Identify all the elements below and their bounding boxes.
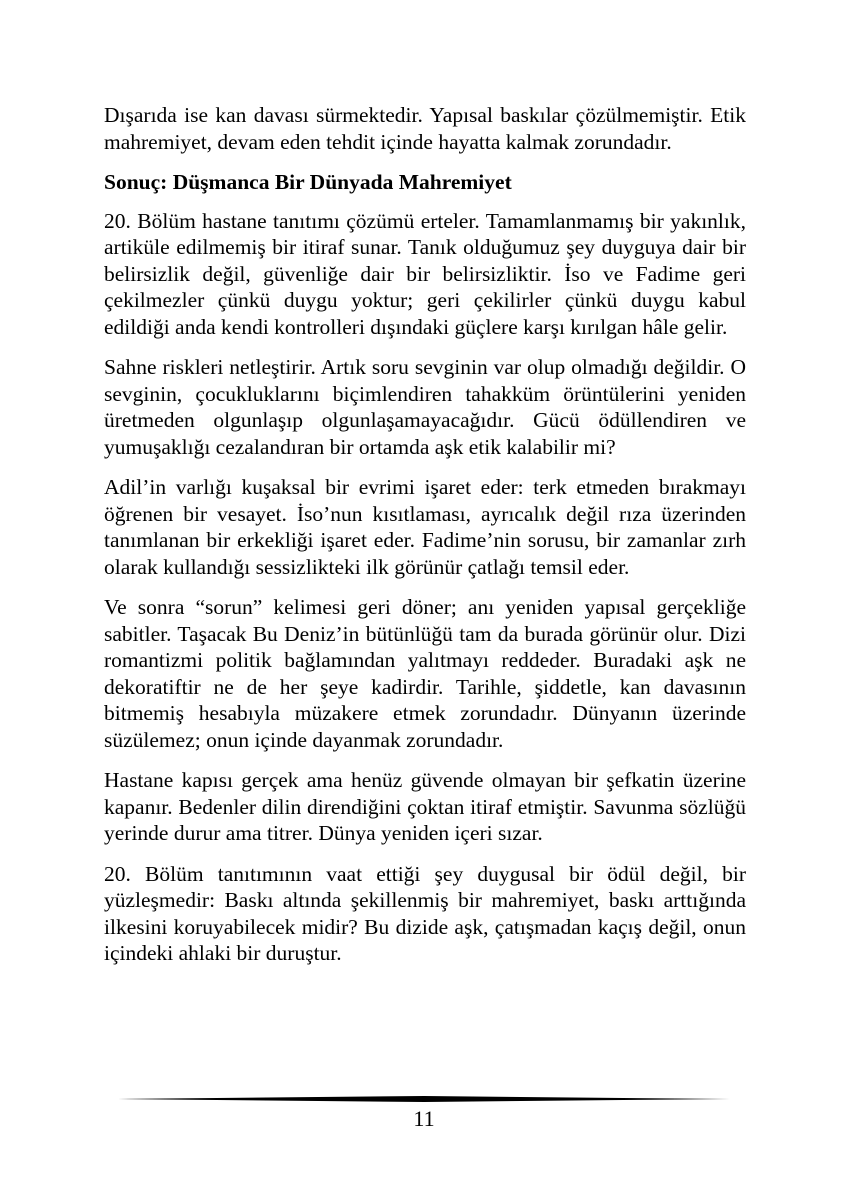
paragraph: Ve sonra “sorun” kelimesi geri döner; anı yeniden yapısal gerçekliğe sabitler. Taşacak Bu Deniz’in bütünlüğü tam da burada görünür olur. Dizi romantizmi politik bağlamından yalıtmayı reddeder. Buradaki aşk ne dekoratiftir ne de her şeye kadirdir. Tarihle, şiddetle, kan davasının bitmemiş hesabıyla müzakere etmek zorundadır. Dünyanın üzerinde süzülemez; onun içinde dayanmak zorundadır. <box>104 595 746 752</box>
section-heading: Sonuç: Düşmanca Bir Dünyada Mahremiyet <box>104 170 512 194</box>
paragraph: 20. Bölüm hastane tanıtımı çözümü erteler. Tamamlanmamış bir yakınlık, artiküle edilmemiş bir itiraf sunar. Tanık olduğumuz şey duyguya dair bir belirsizlik değil, güvenliğe dair bir belirsizliktir. İso ve Fadime geri çekilmezler çünkü duygu yoktur; geri çekilirler çünkü duygu kabul edildiği anda kendi kontrolleri dışındaki güçlere karşı kırılgan hâle gelir. <box>104 208 746 339</box>
paragraph: 20. Bölüm tanıtımının vaat ettiği şey duygusal bir ödül değil, bir yüzleşmedir: Baskı altında şekillenmiş bir mahremiyet, baskı arttığında ilkesini koruyabilecek midir? Bu dizide aşk, çatışmadan kaçış değil, onun içindeki ahlaki bir duruştur. <box>104 861 746 965</box>
paragraph: Hastane kapısı gerçek ama henüz güvende olmayan bir şefkatin üzerine kapanır. Bedenler dilin direndiğini çoktan itiraf etmiştir. Savunma sözlüğü yerinde durur ama titrer. Dünya yeniden içeri sızar. <box>104 768 746 845</box>
footer-rule <box>118 1096 730 1102</box>
footer-rule-shape <box>118 1096 730 1102</box>
paragraph: Sahne riskleri netleştirir. Artık soru sevginin var olup olmadığı değildir. O sevginin, çocukluklarını biçimlendiren tahakküm örüntülerini yeniden üretmeden olgunlaşıp olgunlaşamayacağıdır. Gücü ödüllendiren ve yumuşaklığı cezalandıran bir ortamda aşk etik kalabilir mi? <box>104 355 746 459</box>
paragraph: Adil’in varlığı kuşaksal bir evrimi işaret eder: terk etmeden bırakmayı öğrenen bir vesayet. İso’nun kısıtlaması, ayrıcalık değil rıza üzerinden tanımlanan bir erkekliği işaret eder. Fadime’nin sorusu, bir zamanlar zırh olarak kullandığı sessizlikteki ilk görünür çatlağı temsil eder. <box>104 475 746 579</box>
page-number: 11 <box>413 1106 435 1131</box>
page-body <box>104 102 746 981</box>
paragraph-intro: Dışarıda ise kan davası sürmektedir. Yapısal baskılar çözülmemiştir. Etik mahremiyet, devam eden tehdit içinde hayatta kalmak zorundadır. <box>104 103 746 154</box>
